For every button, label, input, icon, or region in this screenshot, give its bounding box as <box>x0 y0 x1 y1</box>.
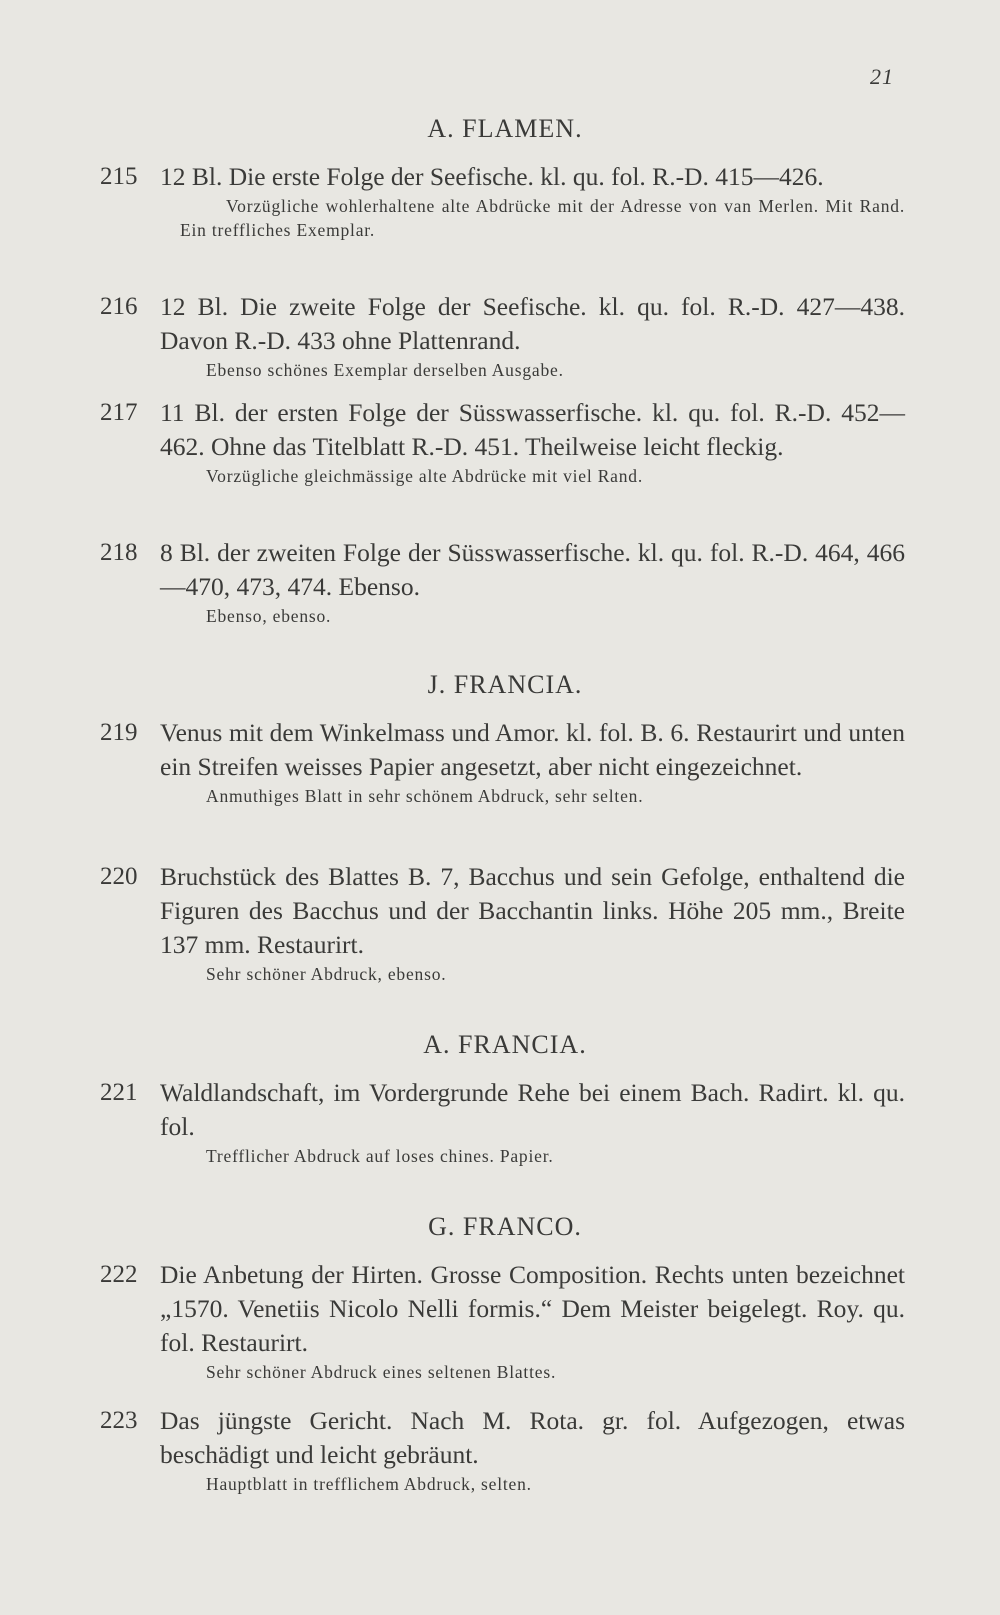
catalog-entry <box>100 396 905 488</box>
page-number: 21 <box>870 64 894 89</box>
entry-text: 11 Bl. der ersten Folge der Süsswasserfische. kl. qu. fol. R.-D. 452—462. Ohne das Titelblatt R.-D. 451. Theilweise leicht fleckig. <box>160 398 905 461</box>
entry-note: Sehr schöner Abdruck, ebenso. <box>206 964 447 984</box>
entry-number: 216 <box>100 293 138 320</box>
entry-number: 215 <box>100 163 138 190</box>
entry-number: 217 <box>100 399 138 426</box>
entry-text: Die Anbetung der Hirten. Grosse Composition. Rechts unten bezeichnet „1570. Venetiis Nicolo Nelli formis.“ Dem Meister beigelegt. Roy. qu. fol. Restaurirt. <box>160 1260 905 1357</box>
entry-number: 221 <box>100 1079 138 1106</box>
entry-number: 219 <box>100 719 138 746</box>
entry-text: Das jüngste Gericht. Nach M. Rota. gr. fol. Aufgezogen, etwas beschädigt und leicht gebräunt. <box>160 1406 905 1469</box>
section-heading: A. FLAMEN. <box>427 114 583 143</box>
catalog-entry <box>100 536 905 628</box>
catalog-entry <box>100 290 905 382</box>
entry-note: Ebenso, ebenso. <box>206 606 332 626</box>
catalog-entry <box>100 1258 905 1384</box>
entry-note: Vorzügliche wohlerhaltene alte Abdrücke mit der Adresse von van Merlen. Mit Rand. Ein treffliches Exemplar. <box>180 196 905 240</box>
entry-text: 8 Bl. der zweiten Folge der Süsswasserfische. kl. qu. fol. R.-D. 464, 466—470, 473, 474. Ebenso. <box>160 538 905 601</box>
entry-note: Anmuthiges Blatt in sehr schönem Abdruck, sehr selten. <box>206 786 644 806</box>
catalog-entry <box>100 1404 905 1496</box>
entry-note: Ebenso schönes Exemplar derselben Ausgabe. <box>206 360 564 380</box>
catalog-entry <box>100 860 905 986</box>
section-heading: G. FRANCO. <box>428 1212 582 1241</box>
entry-text: 12 Bl. Die zweite Folge der Seefische. kl. qu. fol. R.-D. 427—438. Davon R.-D. 433 ohne Plattenrand. <box>160 292 905 355</box>
catalog-entry <box>100 716 905 808</box>
section-heading: J. FRANCIA. <box>427 670 583 699</box>
entry-note: Trefflicher Abdruck auf loses chines. Papier. <box>206 1146 554 1166</box>
catalog-entry <box>100 160 905 242</box>
entry-text: Waldlandschaft, im Vordergrunde Rehe bei einem Bach. Radirt. kl. qu. fol. <box>160 1078 905 1141</box>
entry-number: 222 <box>100 1261 138 1288</box>
entry-text: Venus mit dem Winkelmass und Amor. kl. fol. B. 6. Restaurirt und unten ein Streifen weisses Papier angesetzt, aber nicht eingezeichnet. <box>160 718 905 781</box>
entry-number: 223 <box>100 1407 138 1434</box>
entry-text: 12 Bl. Die erste Folge der Seefische. kl. qu. fol. R.-D. 415—426. <box>160 162 824 191</box>
section-heading: A. FRANCIA. <box>423 1030 587 1059</box>
entry-note: Vorzügliche gleichmässige alte Abdrücke mit viel Rand. <box>206 466 644 486</box>
entry-number: 218 <box>100 539 138 566</box>
entry-note: Sehr schöner Abdruck eines seltenen Blattes. <box>206 1362 557 1382</box>
entry-number: 220 <box>100 863 138 890</box>
catalog-entry <box>100 1076 905 1168</box>
entry-note: Hauptblatt in trefflichem Abdruck, selten. <box>206 1474 532 1494</box>
entry-text: Bruchstück des Blattes B. 7, Bacchus und sein Gefolge, enthaltend die Figuren des Bacchus und der Bacchantin links. Höhe 205 mm., Breite 137 mm. Restaurirt. <box>160 862 905 959</box>
